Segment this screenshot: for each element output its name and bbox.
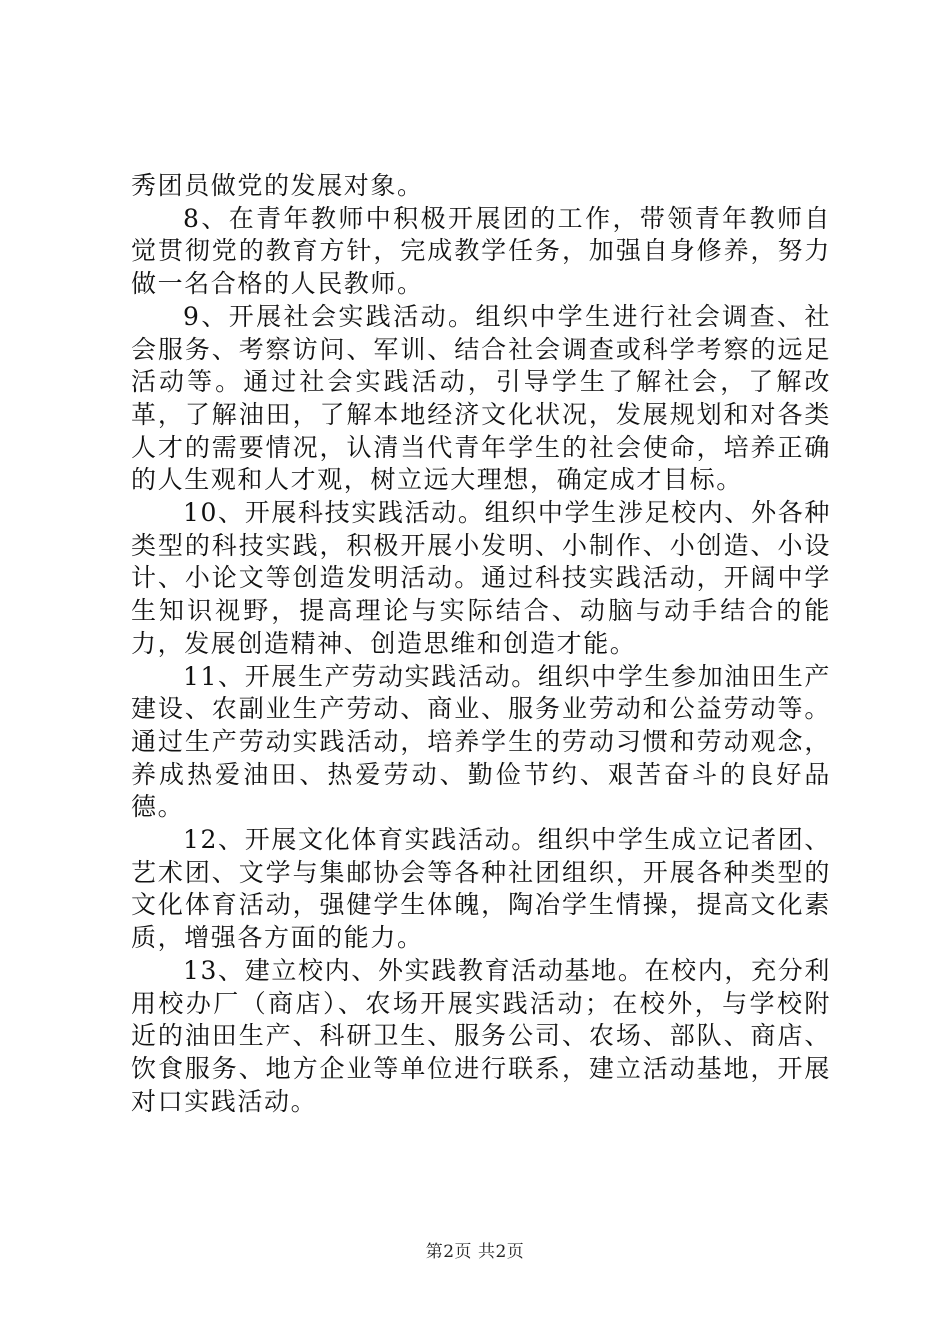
paragraph-item-8: 8、在青年教师中积极开展团的工作，带领青年教师自觉贯彻党的教育方针，完成教学任务，加强自身修养，努力做一名合格的人民教师。 [131, 203, 831, 299]
paragraph-item-10: 10、开展科技实践活动。组织中学生涉足校内、外各种类型的科技实践，积极开展小发明、小制作、小创造、小设计、小论文等创造发明活动。通过科技实践活动，开阔中学生知识视野，提高理论与实际结合、动脑与动手结合的能力，发展创造精神、创造思维和创造才能。 [131, 498, 831, 658]
document-body [131, 170, 831, 1118]
paragraph-item-11: 11、开展生产劳动实践活动。组织中学生参加油田生产建设、农副业生产劳动、商业、服务业劳动和公益劳动等。通过生产劳动实践活动，培养学生的劳动习惯和劳动观念，养成热爱油田、热爱劳动、勤俭节约、艰苦奋斗的良好品德。 [131, 661, 831, 822]
page-footer: 第2页 共2页 [425, 1242, 525, 1262]
paragraph-item-12: 12、开展文化体育实践活动。组织中学生成立记者团、艺术团、文学与集邮协会等各种社团组织，开展各种类型的文化体育活动，强健学生体魄，陶冶学生情操，提高文化素质，增强各方面的能力。 [131, 825, 831, 953]
paragraph-item-13: 13、建立校内、外实践教育活动基地。在校内，充分利用校办厂（商店）、农场开展实践活动；在校外，与学校附近的油田生产、科研卫生、服务公司、农场、部队、商店、饮食服务、地方企业等单位进行联系，建立活动基地，开展对口实践活动。 [131, 955, 831, 1116]
paragraph-continuation: 秀团员做党的发展对象。 [131, 171, 424, 200]
paragraph-item-9: 9、开展社会实践活动。组织中学生进行社会调查、社会服务、考察访问、军训、结合社会调查或科学考察的远足活动等。通过社会实践活动，引导学生了解社会，了解改革，了解油田，了解本地经济文化状况，发展规划和对各类人才的需要情况，认清当代青年学生的社会使命，培养正确的人生观和人才观，树立远大理想，确定成才目标。 [131, 301, 831, 495]
